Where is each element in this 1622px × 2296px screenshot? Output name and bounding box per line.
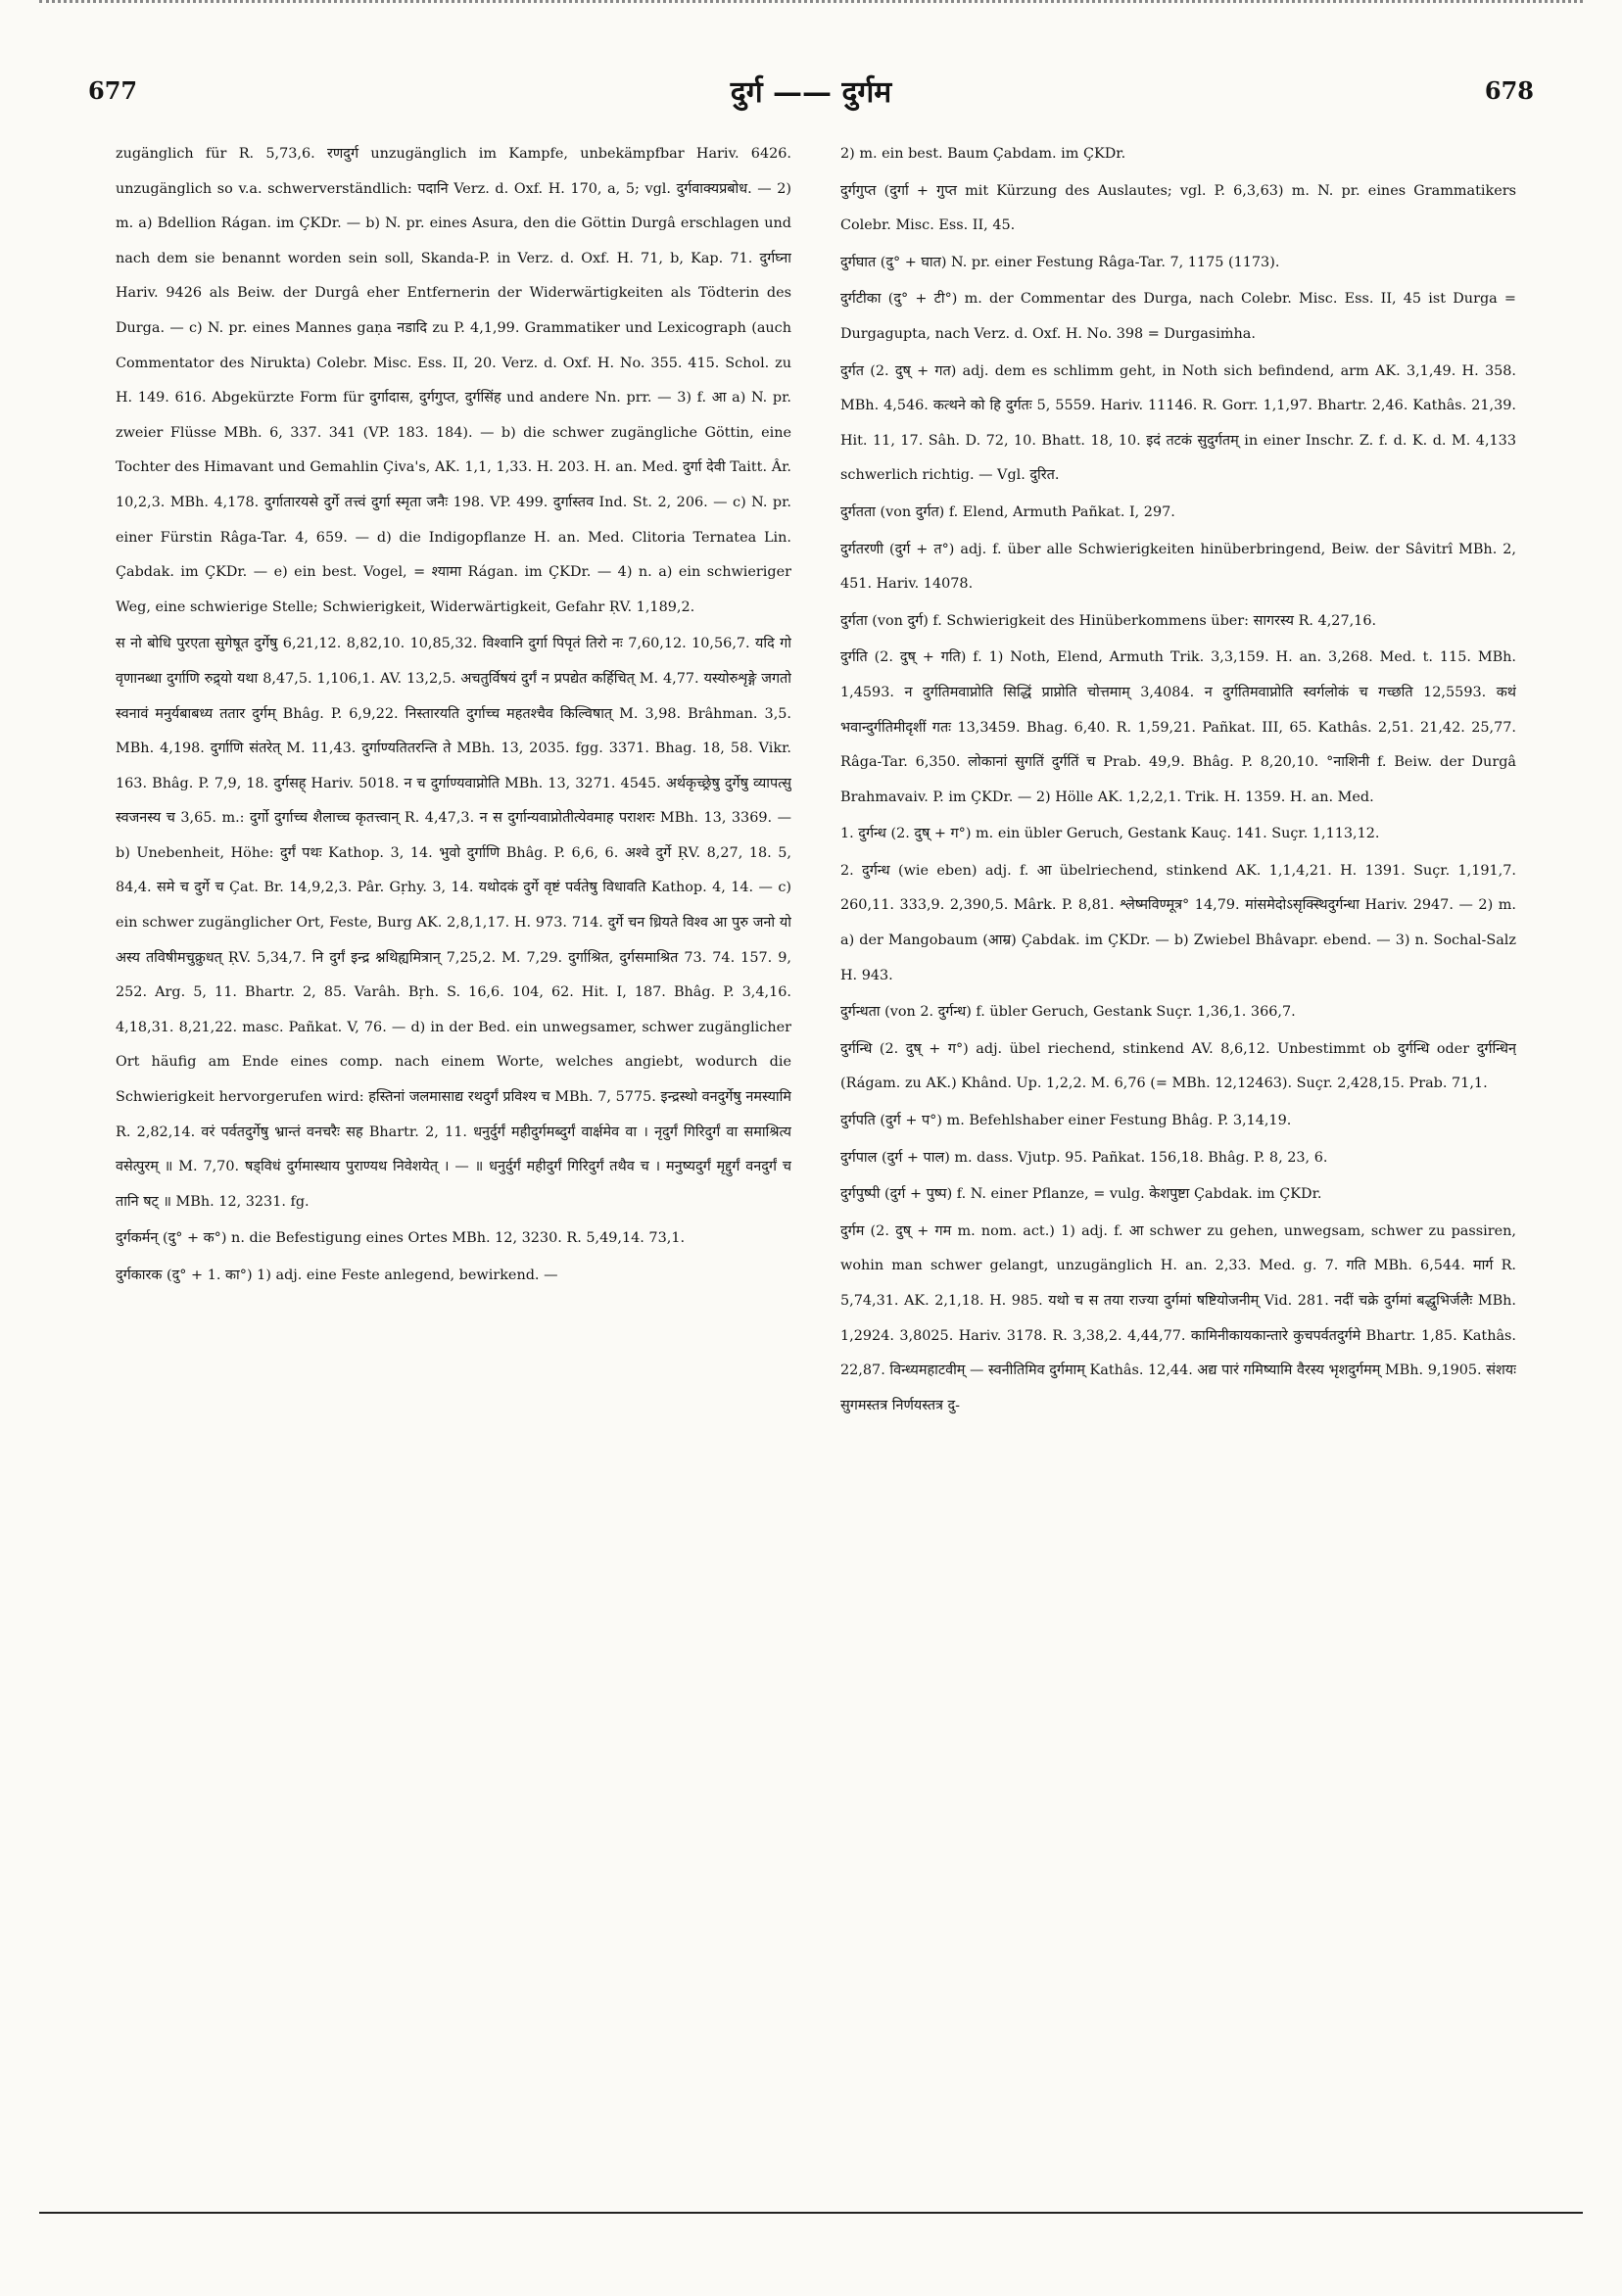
left-column: [116, 137, 791, 1998]
entry-paragraph: zugänglich für R. 5,73,6. रणदुर्ग unzugänglich im Kampfe, unbekämpfbar Hariv. 6426. unzugänglich so v.a. schwerverständlich: पदानि Verz. d. Oxf. H. 170, a, 5; vgl. दुर्गवाक्यप्रबोध. — 2) m. a) Bdellion Rágan. im ÇKDr. — b) N. pr. eines Asura, den die Göttin Durgâ erschlagen und nach dem sie benannt worden sein soll, Skanda-P. in Verz. d. Oxf. H. 71, b, Kap. 71. दुर्गघ्ना Hariv. 9426 als Beiw. der Durgâ eher Entfernerin der Widerwärtigkeiten als Tödterin des Durga. — c) N. pr. eines Mannes gaṇa नडादि zu P. 4,1,99. Grammatiker und Lexicograph (auch Commentator des Nirukta) Colebr. Misc. Ess. II, 20. Verz. d. Oxf. H. No. 355. 415. Schol. zu H. 149. 616. Abgekürzte Form für दुर्गादास, दुर्गगुप्त, दुर्गसिंह und andere Nn. prr. — 3) f. आ a) N. pr. zweier Flüsse MBh. 6, 337. 341 (VP. 183. 184). — b) die schwer zugängliche Göttin, eine Tochter des Himavant und Gemahlin Çiva's, AK. 1,1, 1,33. H. 203. H. an. Med. दुर्गा देवी Taitt. Âr. 10,2,3. MBh. 4,178. दुर्गातारयसे दुर्गे तत्त्वं दुर्गा स्मृता जनैः 198. VP. 499. दुर्गास्तव Ind. St. 2, 206. — c) N. pr. einer Fürstin Râga-Tar. 4, 659. — d) die Indigopflanze H. an. Med. Clitoria Ternatea Lin. Çabdak. im ÇKDr. — e) ein best. Vogel, = श्यामा Rágan. im ÇKDr. — 4) n. a) ein schwieriger Weg, eine schwierige Stelle; Schwierigkeit, Widerwärtigkeit, Gefahr ṚV. 1,189,2.: [116, 146, 791, 615]
entry-paragraph: दुर्गति (2. दुष् + गति) f. 1) Noth, Elend, Armuth Trik. 3,3,159. H. an. 3,268. Med. t. 115. MBh. 1,4593. न दुर्गतिमवाप्नोति सिद्धिं प्राप्नोति चोत्तमाम् 3,4084. न दुर्गतिमवाप्नोति स्वर्गलोकं च गच्छति 12,5593. कथं भवान्दुर्गतिमीदृशीं गतः 13,3459. Bhag. 6,40. R. 1,59,21. Pañkat. III, 65. Kathâs. 2,51. 21,42. 25,77. Râga-Tar. 6,350. लोकानां सुगतिं दुर्गतिं च Prab. 49,9. Bhâg. P. 8,20,10. °नाशिनी f. Beiw. der Durgâ Brahmavaiv. P. im ÇKDr. — 2) Hölle AK. 1,2,2,1. Trik. H. 1359. H. an. Med.: [840, 649, 1516, 805]
entry-paragraph: दुर्गतता (von दुर्गत) f. Elend, Armuth Pañkat. I, 297.: [840, 503, 1175, 520]
right-column: [840, 137, 1516, 1998]
entry-paragraph: दुर्गकारक (दु° + 1. का°) 1) adj. eine Feste anlegend, bewirkend. —: [116, 1268, 558, 1283]
entry-paragraph: दुर्गपति (दुर्ग + प°) m. Befehlshaber einer Festung Bhâg. P. 3,14,19.: [840, 1113, 1292, 1129]
entry-paragraph: दुर्गकर्मन् (दु° + क°) n. die Befestigung eines Ortes MBh. 12, 3230. R. 5,49,14. 73,1.: [116, 1230, 686, 1247]
entry-paragraph: 2) m. ein best. Baum Çabdam. im ÇKDr.: [840, 146, 1126, 162]
entry-paragraph: दुर्गता (von दुर्ग) f. Schwierigkeit des Hinüberkommens über: सागरस्य R. 4,27,16.: [840, 612, 1377, 629]
entry-paragraph: स नो बोधि पुरएता सुगेषूत दुर्गेषु 6,21,12. 8,82,10. 10,85,32. विश्वानि दुर्गा पिपृतं तिरो नः 7,60,12. 10,56,7. यदि गो वृणानब्धा दुर्गाणि रुद्र्यो यथा 8,47,5. 1,106,1. AV. 13,2,5. अचतुर्विषयं दुर्गं न प्रपद्येत कर्हिचित् M. 4,77. यस्योरुशृङ्गे जगतो स्वनावं मनुर्यबाबध्य ततार दुर्गम् Bhâg. P. 6,9,22. निस्तारयति दुर्गाच्च महतश्चैव किल्विषात् M. 3,98. Brâhman. 3,5. MBh. 4,198. दुर्गाणि संतरेत् M. 11,43. दुर्गाण्यतितरन्ति ते MBh. 13, 2035. fgg. 3371. Bhag. 18, 58. Vikr. 163. Bhâg. P. 7,9, 18. दुर्गसह् Hariv. 5018. न च दुर्गाण्यवाप्नोति MBh. 13, 3271. 4545. अर्थकृच्छ्रेषु दुर्गेषु व्यापत्सु स्वजनस्य च 3,65. m.: दुर्गो दुर्गाच्च शैलाच्च कृतत्त्वान् R. 4,47,3. न स दुर्गान्यवाप्नोतीत्येवमाह पराशरः MBh. 13, 3369. — b) Unebenheit, Höhe: दुर्गं पथः Kathop. 3, 14. भुवो दुर्गाणि Bhâg. P. 6,6, 6. अश्वे दुर्गे ṚV. 8,27, 18. 5, 84,4. समे च दुर्गे च Çat. Br. 14,9,2,3. Pâr. Gṛhy. 3, 14. यथोदकं दुर्गे वृष्टं पर्वतेषु विधावति Kathop. 4, 14. — c) ein schwer zugänglicher Ort, Feste, Burg AK. 2,8,1,17. H. 973. 714. दुर्गे चन ध्रियते विश्व आ पुरु जनो यो अस्य तविषीमचुक्रुधत् ṚV. 5,34,7. नि दुर्गं इन्द्र श्नथिह्यमित्रान् 7,25,2. M. 7,29. दुर्गाश्रित, दुर्गसमाश्रित 73. 74. 157. 9, 252. Arg. 5, 11. Bhartr. 2, 85. Varâh. Bṛh. S. 16,6. 104, 62. Hit. I, 187. Bhâg. P. 3,4,16. 4,18,31. 8,21,22. masc. Pañkat. V, 76. — d) in der Bed. ein unwegsamer, schwer zugänglicher Ort häufig am Ende eines comp. nach einem Worte, welches angiebt, wodurch die Schwierigkeit hervorgerufen wird: हस्तिनां जलमासाद्य रथदुर्गं प्रविश्य च MBh. 7, 5775. इन्द्रस्थो वनदुर्गेषु नमस्यामि R. 2,82,14. वरं पर्वतदुर्गेषु भ्रान्तं वनचरैः सह Bhartr. 2, 11. धनुर्दुर्गं महीदुर्गमब्दुर्गं वार्क्षमेव वा । नृदुर्गं गिरिदुर्गं वा समाश्रित्य वसेत्पुरम् ॥ M. 7,70. षड्विधं दुर्गमास्थाय पुराण्यथ निवेशयेत् । — ॥ धनुर्दुर्गं महीदुर्गं गिरिदुर्गं तथैव च । मनुष्यदुर्गं मृद्दुर्गं वनदुर्गं च तानि षट् ॥ MBh. 12, 3231. fg.: [116, 636, 791, 1210]
page-header: [78, 71, 1544, 114]
entry-paragraph: 1. दुर्गन्ध (2. दुष् + ग°) m. ein übler Geruch, Gestank Kauç. 141. Suçr. 1,113,12.: [840, 826, 1380, 842]
bottom-rule: [39, 2212, 1583, 2214]
entry-paragraph: दुर्गपाल (दुर्ग + पाल) m. dass. Vjutp. 95. Pañkat. 156,18. Bhâg. P. 8, 23, 6.: [840, 1149, 1328, 1166]
entry-paragraph: दुर्गगुप्त (दुर्गा + गुप्त mit Kürzung des Auslautes; vgl. P. 6,3,63) m. N. pr. eines Grammatikers Colebr. Misc. Ess. II, 45.: [840, 182, 1516, 234]
left-page-number: 677: [88, 76, 138, 105]
entry-paragraph: दुर्गम (2. दुष् + गम m. nom. act.) 1) adj. f. आ schwer zu gehen, unwegsam, schwer zu passiren, wohin man schwer gelangt, unzugänglich H. an. 2,33. Med. g. 7. गति MBh. 6,544. मार्ग R. 5,74,31. AK. 2,1,18. H. 985. यथो च स तया राज्या दुर्गमां षष्टियोजनीम् Vid. 281. नदीं चक्रे दुर्गमां बद्धुभिर्जलैः MBh. 1,2924. 3,8025. Hariv. 3178. R. 3,38,2. 4,44,77. कामिनीकायकान्तारे कुचपर्वतदुर्गमे Bhartr. 1,85. Kathâs. 22,87. विन्ध्यमहाटवीम् — स्वनीतिमिव दुर्गमाम् Kathâs. 12,44. अद्य पारं गमिष्यामि वैरस्य भृशदुर्गमम् MBh. 9,1905. संशयः सुगमस्तत्र निर्णयस्तत्र दु-: [840, 1222, 1516, 1413]
entry-paragraph: दुर्गघात (दु° + घात) N. pr. einer Festung Râga-Tar. 7, 1175 (1173).: [840, 254, 1280, 270]
entry-paragraph: दुर्गत (2. दुष् + गत) adj. dem es schlimm geht, in Noth sich befindend, arm AK. 3,1,49. H. 358. MBh. 4,546. कत्थने को हि दुर्गतः 5, 5559. Hariv. 11146. R. Gorr. 1,1,97. Bhartr. 2,46. Kathâs. 21,39. Hit. 11, 17. Sâh. D. 72, 10. Bhatt. 18, 10. इदं तटकं सुदुर्गतम् in einer Inschr. Z. f. d. K. d. M. 4,133 schwerlich richtig. — Vgl. दुरित.: [840, 362, 1516, 484]
entry-paragraph: 2. दुर्गन्ध (wie eben) adj. f. आ übelriechend, stinkend AK. 1,1,4,21. H. 1391. Suçr. 1,191,7. 260,11. 333,9. 2,390,5. Mârk. P. 8,81. श्लेष्मविण्मूत्र° 14,79. मांसमेदोऽसृक्स्थिदुर्गन्धा Hariv. 2947. — 2) m. a) der Mangobaum (आम्र) Çabdak. im ÇKDr. — b) Zwiebel Bhâvapr. ebend. — 3) n. Sochal-Salz H. 943.: [840, 862, 1516, 983]
right-page-number: 678: [1484, 76, 1534, 105]
entry-paragraph: दुर्गतरणी (दुर्ग + त°) adj. f. über alle Schwierigkeiten hinüberbringend, Beiw. der Sâvitrî MBh. 2, 451. Hariv. 14078.: [840, 541, 1516, 593]
entry-paragraph: दुर्गन्धता (von 2. दुर्गन्ध) f. übler Geruch, Gestank Suçr. 1,36,1. 366,7.: [840, 1004, 1296, 1021]
top-edge-dots: [39, 0, 1583, 11]
running-headword: दुर्ग —— दुर्गम: [730, 75, 892, 110]
entry-paragraph: दुर्गपुष्पी (दुर्ग + पुष्प) f. N. einer Pflanze, = vulg. केशपुष्टा Çabdak. im ÇKDr.: [840, 1186, 1322, 1203]
entry-paragraph: दुर्गन्धि (2. दुष् + ग°) adj. übel riechend, stinkend AV. 8,6,12. Unbestimmt ob दुर्गन्धि oder दुर्गन्धिन् (Rágam. zu AK.) Khând. Up. 1,2,2. M. 6,76 (= MBh. 12,12463). Suçr. 2,428,15. Prab. 71,1.: [840, 1040, 1516, 1092]
entry-paragraph: दुर्गटीका (दु° + टी°) m. der Commentar des Durga, nach Colebr. Misc. Ess. II, 45 ist Durga = Durgagupta, nach Verz. d. Oxf. H. No. 398 = Durgasiṁha.: [840, 291, 1516, 342]
